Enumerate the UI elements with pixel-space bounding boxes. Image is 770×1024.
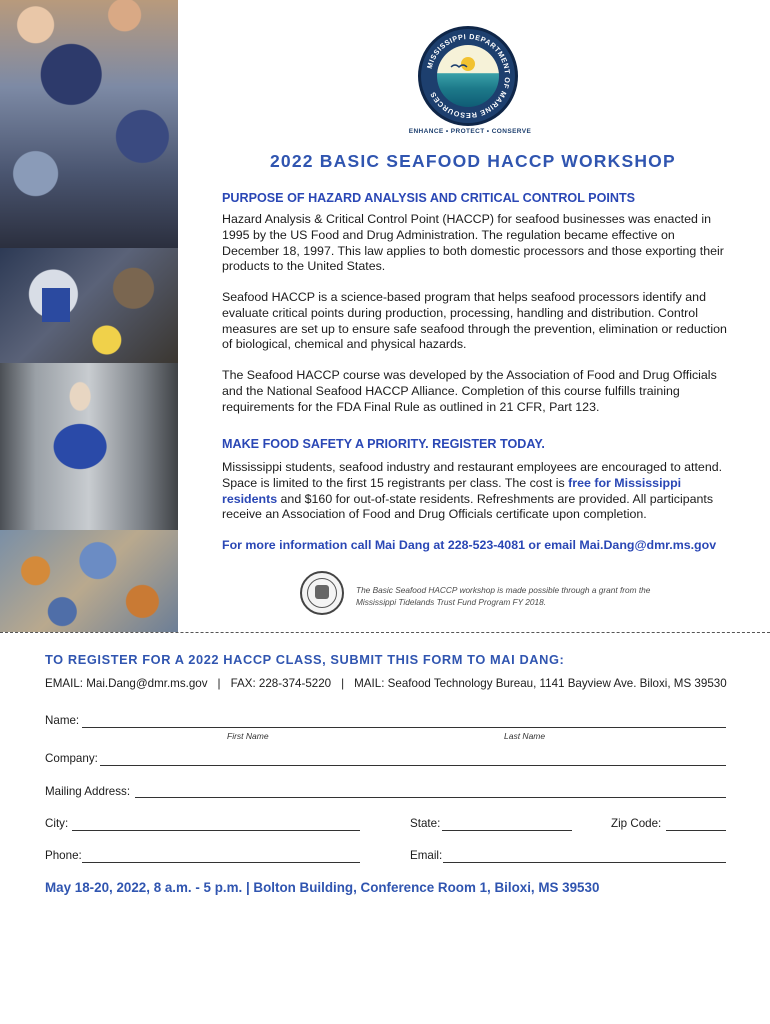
- grant-note: The Basic Seafood HACCP workshop is made possible through a grant from the Mississippi Tidelands Trust Fund Program FY 2018.: [356, 585, 651, 607]
- dmr-logo: [418, 26, 518, 126]
- name-field[interactable]: [82, 727, 726, 728]
- first-name-caption: First Name: [227, 731, 269, 741]
- mailing-address-field[interactable]: [135, 797, 726, 798]
- svg-text:MISSISSIPPI DEPARTMENT OF MARI: MISSISSIPPI DEPARTMENT OF MARINE RESOURCES: [424, 31, 513, 121]
- state-seal-icon: [300, 571, 344, 615]
- priority-text-b: and $160 for out-of-state residents. Refreshments are provided. All participants receive an Association of Food and Drug Officials certificate upon completion.: [222, 491, 714, 522]
- purpose-paragraph-3: The Seafood HACCP course was developed by the Association of Food and Drug Officials and the National Seafood HACCP Alliance. Completion of this course fulfills training requirements for the FDA Final Rule as outlined in 21 CFR, Part 123.: [222, 368, 717, 414]
- logo-ring-text: [421, 29, 515, 123]
- company-label: Company:: [45, 752, 98, 765]
- purpose-paragraph-2: Seafood HACCP is a science-based program that helps seafood processors identify and evaluate critical points during production, processing, handling and distribution. Control measures are set up to ensure safe seafood through the prevention, elimination or reduction of biological, chemical and physical hazards.: [222, 290, 727, 352]
- separator: |: [341, 677, 345, 690]
- event-date-location: May 18-20, 2022, 8 a.m. - 5 p.m. | Bolton Building, Conference Room 1, Biloxi, MS 39530: [45, 880, 600, 895]
- zip-code-field[interactable]: [666, 830, 726, 831]
- blue-crabs-photo: [0, 530, 178, 632]
- priority-paragraph: [222, 460, 734, 523]
- processing-plant-worker-photo: [0, 363, 178, 530]
- email-label: Email:: [410, 849, 443, 862]
- register-contact-info: [45, 677, 727, 690]
- phone-label: Phone:: [45, 849, 82, 862]
- register-mail: MAIL: Seafood Technology Bureau, 1141 Bayview Ave. Biloxi, MS 39530: [354, 677, 727, 690]
- purpose-paragraph-1: Hazard Analysis & Critical Control Point (HACCP) for seafood businesses was enacted in 1995 by the US Food and Drug Administration. The regulation became effective on December 18, 1997. This law applies to both domestic processors and those exporting their products to the United States.: [222, 212, 724, 274]
- mailing-address-label: Mailing Address:: [45, 785, 131, 798]
- priority-heading: MAKE FOOD SAFETY A PRIORITY. REGISTER TODAY.: [222, 437, 545, 451]
- register-email: EMAIL: Mai.Dang@dmr.ms.gov: [45, 677, 208, 690]
- zip-code-label: Zip Code:: [611, 817, 662, 830]
- email-field[interactable]: [443, 862, 726, 863]
- seafood-worker-photo: [0, 248, 178, 363]
- state-field[interactable]: [442, 830, 572, 831]
- last-name-caption: Last Name: [504, 731, 546, 741]
- register-title: TO REGISTER FOR A 2022 HACCP CLASS, SUBMIT THIS FORM TO MAI DANG:: [45, 652, 565, 667]
- priority-text-a: Mississippi students, seafood industry and restaurant employees are encouraged to attend. Space is limited to the first 15 registrants per class. The cost is: [222, 460, 723, 490]
- photo-strip: [0, 0, 178, 632]
- contact-line: For more information call Mai Dang at 228-523-4081 or email Mai.Dang@dmr.ms.gov: [222, 538, 717, 552]
- register-fax: FAX: 228-374-5220: [230, 677, 332, 690]
- city-field[interactable]: [72, 830, 360, 831]
- phone-field[interactable]: [82, 862, 360, 863]
- city-label: City:: [45, 817, 69, 830]
- logo-motto: ENHANCE • PROTECT • CONSERVE: [408, 128, 532, 135]
- state-label: State:: [410, 817, 441, 830]
- name-label: Name:: [45, 714, 80, 727]
- shrimp-processing-photo: [0, 0, 178, 248]
- page-title: 2022 BASIC SEAFOOD HACCP WORKSHOP: [270, 151, 676, 171]
- purpose-heading: PURPOSE OF HAZARD ANALYSIS AND CRITICAL CONTROL POINTS: [222, 191, 636, 205]
- company-field[interactable]: [100, 765, 726, 766]
- free-for-residents-highlight: free for Mississippi residents: [222, 475, 682, 506]
- cut-line-divider: [0, 632, 770, 633]
- separator: |: [217, 677, 221, 690]
